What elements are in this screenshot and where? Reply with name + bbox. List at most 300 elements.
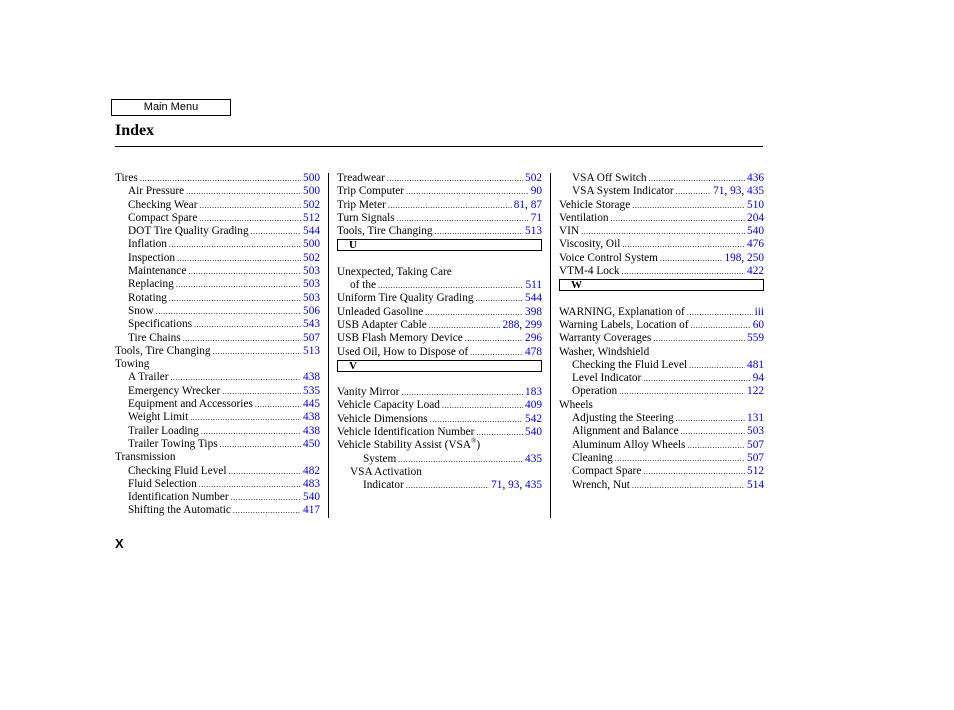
dot-leader (676, 412, 745, 425)
dot-leader (201, 425, 301, 438)
index-entry (559, 359, 764, 372)
page-link[interactable]: 542 (525, 412, 542, 425)
page-link[interactable]: 122 (747, 385, 764, 398)
dot-leader (632, 199, 745, 212)
index-entry-label (337, 225, 433, 238)
page-link[interactable]: iii (754, 305, 764, 318)
index-entry (115, 318, 320, 331)
page-references (531, 185, 542, 198)
index-entry-text: Trailer Towing Tips (128, 437, 218, 450)
page-link[interactable]: 93 (508, 479, 520, 492)
index-entry-text: Towing (115, 358, 150, 371)
page-references (303, 491, 320, 504)
index-entry-text: A Trailer (128, 371, 169, 384)
index-entry (559, 238, 764, 251)
index-entry (559, 185, 764, 198)
index-entry (115, 305, 320, 318)
index-entry-label (128, 332, 181, 345)
page-references (724, 252, 764, 265)
index-entry (337, 172, 542, 185)
index-entry-text: Alignment and Balance (572, 425, 679, 438)
page-references (303, 465, 320, 478)
page-number: X (115, 536, 124, 551)
index-entry-label (337, 172, 385, 185)
index-entry (337, 399, 542, 412)
index-entry-text: Voice Control System (559, 251, 658, 264)
index-entry-label (559, 199, 630, 212)
index-entry-text: VIN (559, 225, 580, 238)
page-link[interactable]: 87 (530, 198, 542, 211)
index-entry-label (128, 185, 184, 198)
dot-leader (687, 439, 745, 452)
index-entry-text: Equipment and Accessories (128, 398, 253, 411)
dot-leader (689, 359, 745, 372)
page-link[interactable]: 500 (303, 172, 320, 184)
index-entry-label (128, 425, 199, 438)
page-link[interactable]: 250 (747, 251, 764, 264)
page-separator: , (519, 318, 526, 331)
page-references (747, 359, 764, 372)
index-entry-label (363, 479, 404, 492)
page-references (747, 412, 764, 425)
dot-leader (387, 172, 523, 185)
page-separator: , (525, 198, 531, 211)
index-entry (115, 491, 320, 504)
dot-leader (229, 465, 302, 478)
index-entry-label (128, 292, 167, 305)
page-link[interactable]: 90 (530, 185, 542, 198)
page-references (747, 225, 764, 238)
page-references (303, 478, 320, 491)
index-entry (559, 306, 764, 319)
page-link[interactable]: 540 (303, 491, 320, 504)
dot-leader (406, 185, 529, 198)
page-link[interactable]: 288 (502, 318, 520, 331)
page-references (525, 225, 542, 238)
section-letter-heading: W (559, 279, 764, 291)
dot-leader (169, 292, 301, 305)
dot-leader (222, 385, 301, 398)
dot-leader (186, 185, 301, 198)
dot-leader (220, 438, 301, 451)
page-references (303, 212, 320, 225)
index-entry-text: Unleaded Gasoline (337, 305, 424, 318)
index-entry-text: Aluminum Alloy Wheels (572, 438, 686, 451)
index-entry-text: Adjusting the Steering (572, 412, 674, 425)
index-entry (559, 252, 764, 265)
index-entry-text: Transmission (115, 451, 176, 464)
index-entry-text: VSA Activation (350, 465, 422, 478)
page-references (747, 265, 764, 278)
index-entry (115, 385, 320, 398)
page-link[interactable]: 71 (530, 211, 542, 224)
page-link[interactable]: 438 (303, 411, 320, 424)
page-link[interactable]: 438 (303, 371, 320, 384)
index-entry (337, 466, 542, 479)
index-entry (337, 439, 542, 452)
page-references (753, 319, 764, 332)
dot-leader (442, 399, 523, 412)
page-references (747, 452, 764, 465)
index-entry (337, 279, 542, 292)
page-link[interactable]: 514 (747, 478, 764, 491)
page-references (303, 265, 320, 278)
page-link[interactable]: 450 (303, 437, 320, 450)
page-references (303, 172, 320, 185)
index-entry (115, 332, 320, 345)
dot-leader (622, 265, 745, 278)
page-references (747, 199, 764, 212)
page-link[interactable]: 535 (303, 384, 320, 397)
dot-leader (397, 212, 529, 225)
page-references (514, 199, 542, 212)
page-link[interactable]: 81 (513, 198, 526, 211)
index-entry (115, 265, 320, 278)
column-divider (550, 173, 551, 518)
page-separator: , (502, 479, 509, 492)
dot-leader (199, 212, 301, 225)
page-link[interactable]: 417 (303, 504, 320, 517)
index-entry-text: Wheels (559, 398, 593, 411)
index-entry (559, 332, 764, 345)
dot-leader (615, 452, 745, 465)
page-references (303, 411, 320, 424)
page-references (303, 199, 320, 212)
index-entry-text: Specifications (128, 318, 192, 331)
page-references (753, 372, 764, 385)
dot-leader (231, 491, 301, 504)
page-link[interactable]: 513 (525, 225, 542, 238)
page-references (525, 399, 542, 412)
index-entry (115, 398, 320, 411)
index-entry-label (128, 199, 197, 212)
page-references (303, 278, 320, 291)
dot-leader (643, 465, 745, 478)
index-entry-label (128, 491, 229, 504)
index-entry-label (559, 238, 620, 251)
page-link[interactable]: 512 (747, 465, 764, 478)
index-entry-text: Vehicle Dimensions (337, 412, 428, 425)
page-link[interactable]: 296 (525, 332, 542, 345)
index-entry-text: Operation (572, 385, 618, 398)
index-entry-text: Snow (128, 304, 154, 317)
page-link[interactable]: 299 (525, 318, 542, 331)
dot-leader (632, 479, 745, 492)
index-entry-text: Rotating (128, 291, 167, 304)
index-entry-label (350, 466, 422, 479)
index-entry (115, 438, 320, 451)
page-link[interactable]: 513 (303, 344, 320, 357)
index-entry-text: Identification Number (128, 491, 229, 504)
page-references (747, 332, 764, 345)
page-references (303, 185, 320, 198)
dot-leader (406, 479, 489, 492)
page-link[interactable]: 93 (730, 185, 742, 198)
page-link[interactable]: 409 (525, 399, 542, 412)
index-entry (115, 278, 320, 291)
index-entry-suffix: ) (476, 439, 481, 452)
index-entry-label (572, 172, 646, 185)
page-link[interactable]: 500 (303, 238, 320, 251)
index-entry-label (572, 185, 674, 198)
dot-leader (691, 319, 751, 332)
spacer (337, 373, 542, 386)
index-entry (115, 345, 320, 358)
dot-leader (183, 332, 301, 345)
page-link[interactable]: 506 (303, 304, 320, 317)
page-link[interactable]: 398 (525, 305, 542, 318)
index-entry-label (128, 278, 174, 291)
page-references (303, 318, 320, 331)
dot-leader (648, 172, 745, 185)
page-link[interactable]: 435 (525, 452, 542, 465)
index-column-3 (559, 172, 764, 492)
page-references (525, 332, 542, 345)
index-entry-text: VSA Off Switch (572, 172, 647, 184)
index-entry-text: Used Oil, How to Dispose of (337, 345, 469, 358)
index-entry-text: USB Adapter Cable (337, 318, 427, 331)
index-entry-label (128, 252, 175, 265)
page-references (303, 238, 320, 251)
index-entry (337, 426, 542, 439)
page-link[interactable]: 481 (747, 358, 764, 371)
index-entry-text: Level Indicator (572, 372, 642, 385)
page-link[interactable]: 503 (303, 278, 320, 291)
index-entry-text: Weight Limit (128, 411, 189, 424)
page-references (525, 306, 542, 319)
page-link[interactable]: 543 (303, 318, 320, 331)
dot-leader (255, 398, 301, 411)
index-entry-text: Tools, Tire Changing (337, 225, 433, 238)
index-entry (115, 225, 320, 238)
page-link[interactable]: 71 (491, 479, 503, 492)
page-link[interactable]: 483 (303, 477, 320, 490)
dot-leader (251, 225, 301, 238)
page-link[interactable]: 507 (303, 331, 320, 344)
page-link[interactable]: 503 (747, 425, 764, 438)
dot-leader (429, 319, 501, 332)
index-entry (115, 185, 320, 198)
index-entry (559, 479, 764, 492)
dot-leader (619, 385, 745, 398)
dot-leader (660, 252, 722, 265)
page-link[interactable]: 482 (303, 464, 320, 477)
page-separator: , (741, 251, 748, 264)
index-entry-label (128, 212, 197, 225)
main-menu-button[interactable]: Main Menu (111, 99, 231, 116)
index-entry (337, 306, 542, 319)
spacer (337, 252, 542, 265)
page-link[interactable]: 502 (525, 172, 542, 184)
index-entry (115, 504, 320, 517)
index-entry (559, 439, 764, 452)
index-entry (337, 386, 542, 399)
dot-leader (213, 345, 301, 358)
page-references (502, 319, 542, 332)
dot-leader (140, 172, 301, 185)
index-entry-label (128, 371, 169, 384)
page-references (303, 305, 320, 318)
index-entry (337, 479, 542, 492)
page-link[interactable]: 511 (525, 279, 542, 292)
page-references (303, 385, 320, 398)
page-link[interactable]: 500 (303, 185, 320, 198)
index-entry-label (559, 306, 685, 319)
page-references (525, 292, 542, 305)
dot-leader (425, 306, 523, 319)
page-link[interactable]: 507 (747, 451, 764, 464)
index-entry (115, 172, 320, 185)
page-link[interactable]: 60 (752, 318, 764, 331)
index-entry-text: Vanity Mirror (337, 386, 400, 399)
index-entry (115, 358, 320, 371)
page-references (525, 386, 542, 399)
page-references (303, 332, 320, 345)
index-entry-text: Compact Spare (572, 465, 642, 478)
page-references (303, 225, 320, 238)
spacer (559, 292, 764, 305)
page-references (303, 438, 320, 451)
index-entry-label (128, 411, 188, 424)
dot-leader (622, 238, 745, 251)
page-references (303, 371, 320, 384)
index-entry-text: Vehicle Storage (559, 198, 631, 211)
index-entry-label (337, 426, 474, 439)
page-title: Index (115, 122, 155, 139)
page-link[interactable]: 503 (303, 291, 320, 304)
page-link[interactable]: 507 (747, 438, 764, 451)
index-entry-label (350, 279, 376, 292)
index-entry (115, 252, 320, 265)
page-link[interactable]: 204 (747, 211, 764, 224)
dot-leader (611, 212, 745, 225)
page-link[interactable]: 540 (525, 426, 542, 439)
page-references (525, 413, 542, 426)
page-references (491, 479, 542, 492)
index-entry (559, 399, 764, 412)
page-references (713, 185, 764, 198)
dot-leader (687, 306, 753, 319)
page-link[interactable]: 544 (303, 225, 320, 238)
index-entry-text: VSA System Indicator (572, 185, 674, 198)
index-entry-label (337, 292, 474, 305)
page-link[interactable]: 435 (747, 185, 764, 198)
index-entry-label (128, 238, 167, 251)
index-entry-text: Air Pressure (128, 185, 185, 198)
page-link[interactable]: 71 (713, 185, 725, 198)
index-entry-label (337, 386, 399, 399)
page-link[interactable]: 544 (525, 292, 542, 305)
index-entry-label (128, 318, 192, 331)
page-link[interactable]: 512 (303, 211, 320, 224)
index-entry (337, 413, 542, 426)
index-entry-text: Vehicle Stability Assist (VSA (337, 439, 471, 452)
page-link[interactable]: 438 (303, 424, 320, 437)
index-entry-label (337, 306, 423, 319)
index-entry (337, 332, 542, 345)
index-entry-text: Tires (115, 172, 138, 184)
page-link[interactable]: 478 (525, 345, 542, 358)
index-entry-label (128, 265, 186, 278)
index-entry-label (128, 398, 253, 411)
dot-leader (476, 426, 523, 439)
index-entry-text: Treadwear (337, 172, 385, 184)
page-link[interactable]: 559 (747, 332, 764, 345)
page-references (531, 212, 542, 225)
index-entry-label (128, 504, 231, 517)
index-entry (115, 478, 320, 491)
index-entry-label (128, 438, 218, 451)
index-entry-label (337, 266, 452, 279)
index-entry-text: Tire Chains (128, 331, 181, 344)
index-entry-label (572, 359, 687, 372)
dot-leader (156, 305, 301, 318)
dot-leader (188, 265, 301, 278)
dot-leader (388, 199, 512, 212)
page-link[interactable]: 435 (525, 479, 542, 492)
index-entry (559, 465, 764, 478)
page-link[interactable]: 94 (752, 372, 764, 385)
index-entry-text: Emergency Wrecker (128, 384, 221, 397)
page-link[interactable]: 436 (747, 172, 764, 184)
page-link[interactable]: 540 (747, 225, 764, 238)
page-link[interactable]: 183 (525, 386, 542, 399)
index-entry (115, 411, 320, 424)
index-entry-text: Vehicle Capacity Load (337, 399, 440, 412)
dot-leader (194, 318, 301, 331)
page-link[interactable]: 502 (303, 198, 320, 211)
page-references (747, 212, 764, 225)
page-link[interactable]: 445 (303, 398, 320, 411)
page-link[interactable]: 510 (747, 198, 764, 211)
index-entry-label (115, 358, 149, 371)
page-link[interactable]: 503 (303, 265, 320, 278)
page-references (525, 279, 542, 292)
page-references (747, 465, 764, 478)
page-references (303, 252, 320, 265)
page-references (525, 346, 542, 359)
dot-leader (233, 504, 301, 517)
index-entry-text: Ventilation (559, 211, 609, 224)
index-entry-text: Viscosity, Oil (559, 238, 621, 251)
index-entry (337, 212, 542, 225)
page-link[interactable]: 131 (747, 412, 764, 425)
index-entry-label (337, 332, 463, 345)
index-entry-text: Vehicle Identification Number (337, 426, 475, 439)
page-references (525, 453, 542, 466)
page-link[interactable]: 476 (747, 238, 764, 251)
index-entry-text: USB Flash Memory Device (337, 332, 463, 345)
dot-leader (398, 453, 523, 466)
dot-leader (476, 292, 524, 305)
dot-leader (465, 332, 523, 345)
page-link[interactable]: 502 (303, 251, 320, 264)
index-entry-label (559, 346, 649, 359)
index-entry-label (572, 452, 613, 465)
index-entry-label (128, 305, 154, 318)
page-link[interactable]: 422 (747, 265, 764, 278)
index-entry-label (115, 345, 211, 358)
index-entry-label (337, 212, 395, 225)
page-link[interactable]: 198 (724, 251, 742, 264)
page-separator: , (519, 479, 526, 492)
dot-leader (643, 372, 750, 385)
index-entry-label (337, 199, 386, 212)
dot-leader (653, 332, 745, 345)
index-entry (559, 265, 764, 278)
index-entry (115, 425, 320, 438)
index-entry (115, 292, 320, 305)
